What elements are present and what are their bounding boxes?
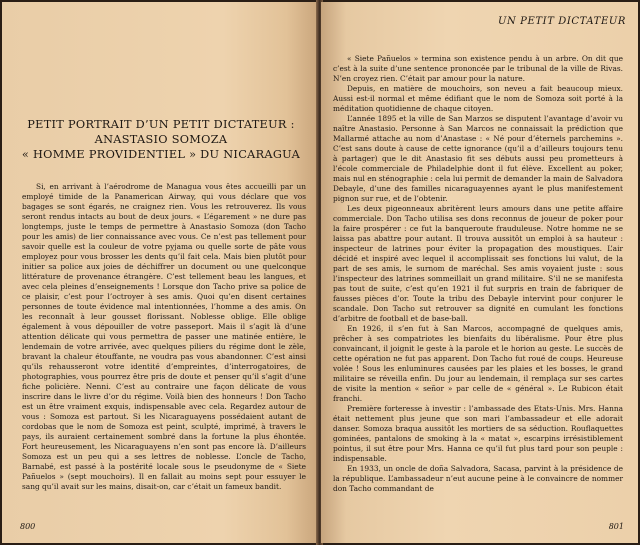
paragraph: En 1926, il s’en fut à San Marcos, accompagné de quelques amis, prêcher à ses compatriotes les bienfaits du libéralisme. Pour être plus convaincant, il joignit le geste à la parole et le horion au geste. Le succès de cette opération ne fut pas apparent. Don Tacho fut roué de coups. Heureuse volée ! Sous les enluminures causées par les plaies et les bosses, le grand militaire se réveilla enfin. Du jour au lendemain, il remplaça sur ses cartes de visite la mention « señor » par celle de « général ». Le Rubicon était franchi. (333, 324, 623, 403)
paragraph: Si, en arrivant à l’aérodrome de Managua vous êtes accueilli par un employé timide de la Panamerican Airway, qui vous déclare que vos bagages se sont égarés, ne craignez rien. Vous les retrouverez. Ils vous seront rendus intacts au bout de deux jours. « L’égarement » ne dure pas longtemps, juste le temps de permettre à Anastasio Somoza (don Tacho pour les amis) de lier connaissance avec vous. Ce n’est pas tellement pour savoir quelle est la couleur de votre pyjama ou quelle sorte de pâte vous employez pour vous brosser les dents qu’il fait cela. Mais bien plutôt pour initier sa police aux joies de déchiffrer un document ou une quelconque littérature de provenance étrangère. C’est tellement beau les langues, et avec cela pleines d’enseignements ! Lorsque don Tacho prive sa police de ce plaisir, c’est pour l’octroyer à ses amis. Quoi qu’en disent certaines personnes de toute évidence mal intentionnées, l’homme a des amis. On les reconnaît à leur gousset florissant. Noblesse oblige. Elle oblige également à vous dépouiller de votre passeport. Mais il s’agit là d’une attention délicate qui vous permettra de passer une matinée entière, le lendemain de votre arrivée, avec quelques piliers du régime dont le zèle, bravant la chaleur étouffante, ne voudra pas vous abandonner. C’est ainsi qu’ils rehausseront votre identité d’empreintes, d’interrogatoires, de photographies, vous pourrez être pris de doute et penser qu’il s’agit d’une fiche policière. Nenni. C’est au contraire une façon délicate de vous inscrire dans le livre d’or du régime. Voilà bien des honneurs ! Don Tacho est un être vraiment exquis, indispensable avec cela. Regardez autour de vous : Somoza est partout. Si les Nicaraguayens possédaient autant de cordobas que le nom de Somoza est peint, sculpté, imprimé, à travers le pays, ils auraient certainement sombré dans la fortune la plus éhontée. Fort heureusement, les Nicaraguayens n’en sont pas encore là. D’ailleurs Somoza est un peu qui a ses lettres de noblesse. L’oncle de Tacho, Barnabé, est passé à la postérité locale sous le pseudonyme de « Siete Pañuelos » (sept mouchoirs). Il en fallait au moins sept pour essuyer le sang qu’il avait sur les mains, disait-on, car c’était un fameux bandit. (22, 182, 306, 491)
paragraph: Depuis, en matière de mouchoirs, son neveu a fait beaucoup mieux. Aussi est-il normal et même édifiant que le nom de Somoza soit porté à la méditation quotidienne de chaque citoyen. (333, 84, 623, 113)
article-title (16, 117, 306, 162)
right-page (321, 2, 638, 543)
title-line-3: « HOMME PROVIDENTIEL » DU NICARAGUA (21, 148, 301, 161)
paragraph: L’année 1895 et la ville de San Marzos se disputent l’avantage d’avoir vu naître Anastasio. Personne à San Marcos ne connaissait la prédiction que Mallarmé attache au nom d’Anastase : « Né pour d’éternels parchemins ». C’est sans doute à cause de cette ignorance (qu’il a d’ailleurs toujours tenu à partager) que le dit Anastasio fit ses débuts aussi peu prometteurs à l’école commerciale de Philadelphie dont il fut élève. Excellent au poker, mais nul en sténographie : cela lui permit de demander la main de Salvadora Debayle, d’une des familles nicaraguayennes ayant le plus manifestement pignon sur rue, et de l’obtenir. (333, 114, 623, 203)
paragraph: En 1933, un oncle de doña Salvadora, Sacasa, parvint à la présidence de la république. L’ambassadeur n’eut aucune peine à le convaincre de nommer don Tacho commandant de (333, 464, 623, 493)
right-body-text (333, 54, 623, 494)
paragraph: Première forteresse à investir : l’ambassade des Etats-Unis. Mrs. Hanna était nettement plus jeune que son mari l’ambassadeur et elle adorait danser. Somoza braqua aussitôt les mortiers de sa séduction. Rouflaquettes gominées, pantalons de smoking à la « matat », escarpins irrésistiblement pointus, il sut être pour Mrs. Hanna ce qu’il fut plus tard pour son peuple : indispensable. (333, 404, 623, 463)
page-number: 800 (20, 522, 36, 531)
left-body-text (22, 182, 306, 492)
paragraph: Les deux pigeonneaux abritèrent leurs amours dans une petite affaire commerciale. Don Tacho utilisa ses dons reconnus de joueur de poker pour la faire prospérer : ce fut la banqueroute frauduleuse. Notre homme ne se laissa pas abattre pour autant. Il trouva aussitôt un emploi à sa hauteur : inspecteur de latrines pour éviter la propagation des moustiques. L’air décidé et inspiré avec lequel il accomplissait ses fonctions lui valut, de la part de ses amis, le surnom de maréchal. Ses amis voyaient juste : sous l’inspecteur des latrines sommeillait un grand militaire. S’il ne se manifesta pas tout de suite, c’est qu’en 1921 il fut surpris en train de fabriquer de fausses pièces d’or. Toute la tribu des Debayle intervint pour conjurer le scandale. Don Tacho sut retrouver sa dignité en cumulant les fonctions d’arbitre de football et de base-ball. (333, 204, 623, 323)
title-line-2: ANASTASIO SOMOZA (94, 133, 228, 146)
title-line-1: PETIT PORTRAIT D’UN PETIT DICTATEUR : (27, 118, 295, 131)
paragraph: « Siete Pañuelos » termina son existence pendu à un arbre. On dit que c’est à la suite d’une sentence prononcée par le tribunal de la ville de Rivas. N’en croyez rien. C’était par amour pour la nature. (333, 54, 623, 83)
left-page (2, 2, 318, 543)
page-number: 801 (608, 522, 624, 531)
running-head: UN PETIT DICTATEUR (498, 16, 626, 27)
